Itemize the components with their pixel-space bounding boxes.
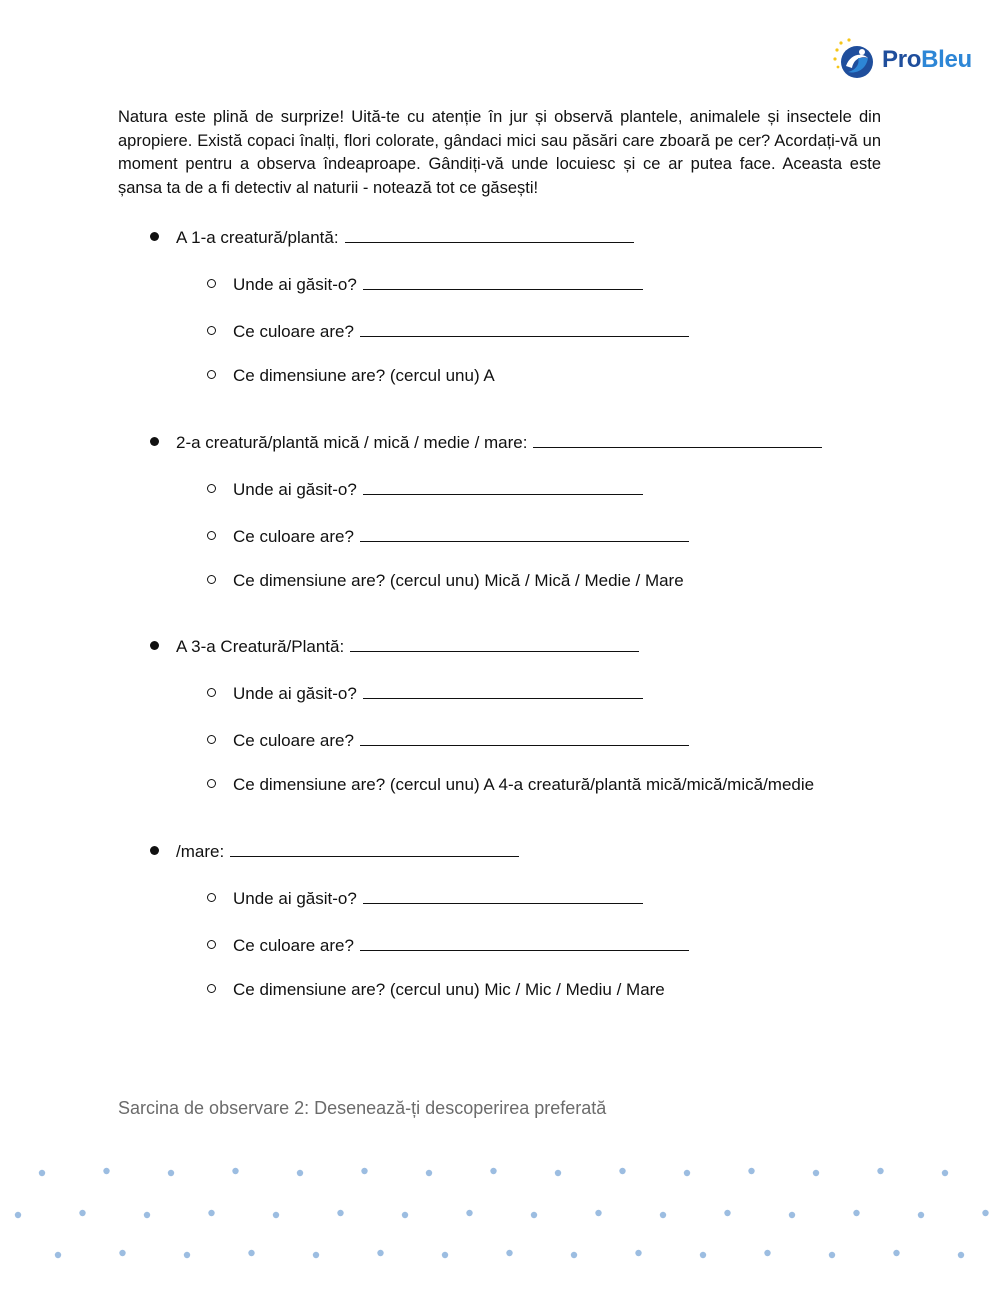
circle-bullet-icon	[207, 940, 216, 949]
decor-dot	[273, 1212, 279, 1218]
logo-text: ProBleu	[882, 46, 972, 73]
circle-bullet-icon	[207, 531, 216, 540]
section-3-size: Ce dimensiune are? (cercul unu) A 4-a creatură/plantă mică/mică/mică/medie	[207, 775, 814, 795]
decor-dot	[208, 1210, 214, 1216]
section-1-color: Ce culoare are?	[207, 319, 689, 342]
answer-line[interactable]	[230, 839, 519, 857]
intro-paragraph: Natura este plină de surprize! Uită-te cu atenție în jur și observă plantele, animalele și insectele din apropiere. Există copaci înalți, flori colorate, gândaci mici sau păsări care zboară pe cer? Acordați-vă un moment pentru a observa îndeaproape. Gândiți-vă unde locuiesc și ce ar putea face. Aceasta este șansa ta de a fi detectiv al naturii - notează tot ce găsești!	[118, 108, 881, 197]
decor-dot	[813, 1170, 819, 1176]
decor-dot	[426, 1170, 432, 1176]
bullet-icon	[150, 641, 159, 650]
decor-dot	[144, 1212, 150, 1218]
decor-dot	[506, 1250, 512, 1256]
section-4-color: Ce culoare are?	[207, 933, 689, 956]
answer-line[interactable]	[360, 524, 689, 542]
decor-dot	[377, 1250, 383, 1256]
decor-dot	[337, 1210, 343, 1216]
answer-line[interactable]	[360, 728, 689, 746]
decor-dot	[297, 1170, 303, 1176]
section-2-where: Unde ai găsit-o?	[207, 477, 643, 500]
decor-dot	[789, 1212, 795, 1218]
decor-dot	[635, 1250, 641, 1256]
circle-bullet-icon	[207, 575, 216, 584]
circle-bullet-icon	[207, 370, 216, 379]
section-1-where: Unde ai găsit-o?	[207, 272, 643, 295]
decor-dot	[79, 1210, 85, 1216]
decor-dot	[361, 1168, 367, 1174]
circle-bullet-icon	[207, 326, 216, 335]
section-4-where: Unde ai găsit-o?	[207, 886, 643, 909]
probleu-swirl-icon	[832, 38, 876, 82]
decor-dot	[402, 1212, 408, 1218]
circle-bullet-icon	[207, 893, 216, 902]
circle-bullet-icon	[207, 779, 216, 788]
decor-dot	[595, 1210, 601, 1216]
decor-dot	[942, 1170, 948, 1176]
decor-dot	[248, 1250, 254, 1256]
decor-dot	[531, 1212, 537, 1218]
decor-dot	[103, 1168, 109, 1174]
decor-dot	[619, 1168, 625, 1174]
circle-bullet-icon	[207, 484, 216, 493]
bullet-icon	[150, 232, 159, 241]
answer-line[interactable]	[363, 272, 643, 290]
section-4-title: /mare:	[150, 839, 519, 862]
decor-dot	[571, 1252, 577, 1258]
decor-dot	[119, 1250, 125, 1256]
section-2-color: Ce culoare are?	[207, 524, 689, 547]
decor-dot	[442, 1252, 448, 1258]
decor-dot	[184, 1252, 190, 1258]
decor-dot	[877, 1168, 883, 1174]
answer-line[interactable]	[360, 933, 689, 951]
decor-dot	[982, 1210, 988, 1216]
probleu-logo	[832, 38, 972, 82]
section-2-title: 2-a creatură/plantă mică / mică / medie / mare:	[150, 430, 822, 453]
answer-line[interactable]	[363, 477, 643, 495]
decor-dot	[893, 1250, 899, 1256]
decor-dot	[232, 1168, 238, 1174]
observation-task-heading: Sarcina de observare 2: Desenează-ți descoperirea preferată	[118, 1098, 607, 1118]
decor-dot	[313, 1252, 319, 1258]
section-1-size: Ce dimensiune are? (cercul unu) A	[207, 366, 495, 386]
decor-dot	[764, 1250, 770, 1256]
answer-line[interactable]	[350, 634, 639, 652]
decor-dot	[466, 1210, 472, 1216]
decorative-dot-pattern	[0, 1150, 1000, 1270]
answer-line[interactable]	[363, 886, 643, 904]
section-3-where: Unde ai găsit-o?	[207, 681, 643, 704]
decor-dot	[55, 1252, 61, 1258]
decor-dot	[829, 1252, 835, 1258]
decor-dot	[918, 1212, 924, 1218]
circle-bullet-icon	[207, 984, 216, 993]
bullet-icon	[150, 437, 159, 446]
decor-dot	[748, 1168, 754, 1174]
decor-dot	[168, 1170, 174, 1176]
circle-bullet-icon	[207, 735, 216, 744]
section-4-size: Ce dimensiune are? (cercul unu) Mic / Mic / Mediu / Mare	[207, 980, 665, 1000]
decor-dot	[490, 1168, 496, 1174]
answer-line[interactable]	[360, 319, 689, 337]
decor-dot	[724, 1210, 730, 1216]
answer-line[interactable]	[363, 681, 643, 699]
answer-line[interactable]	[345, 225, 634, 243]
decor-dot	[660, 1212, 666, 1218]
bullet-icon	[150, 846, 159, 855]
circle-bullet-icon	[207, 688, 216, 697]
section-1-title: A 1-a creatură/plantă:	[150, 225, 634, 248]
circle-bullet-icon	[207, 279, 216, 288]
decor-dot	[15, 1212, 21, 1218]
decor-dot	[555, 1170, 561, 1176]
answer-line[interactable]	[533, 430, 822, 448]
decor-dot	[958, 1252, 964, 1258]
decor-dot	[684, 1170, 690, 1176]
section-2-size: Ce dimensiune are? (cercul unu) Mică / Mică / Medie / Mare	[207, 571, 684, 591]
decor-dot	[39, 1170, 45, 1176]
decor-dot	[853, 1210, 859, 1216]
section-3-title: A 3-a Creatură/Plantă:	[150, 634, 639, 657]
decor-dot	[700, 1252, 706, 1258]
section-3-color: Ce culoare are?	[207, 728, 689, 751]
